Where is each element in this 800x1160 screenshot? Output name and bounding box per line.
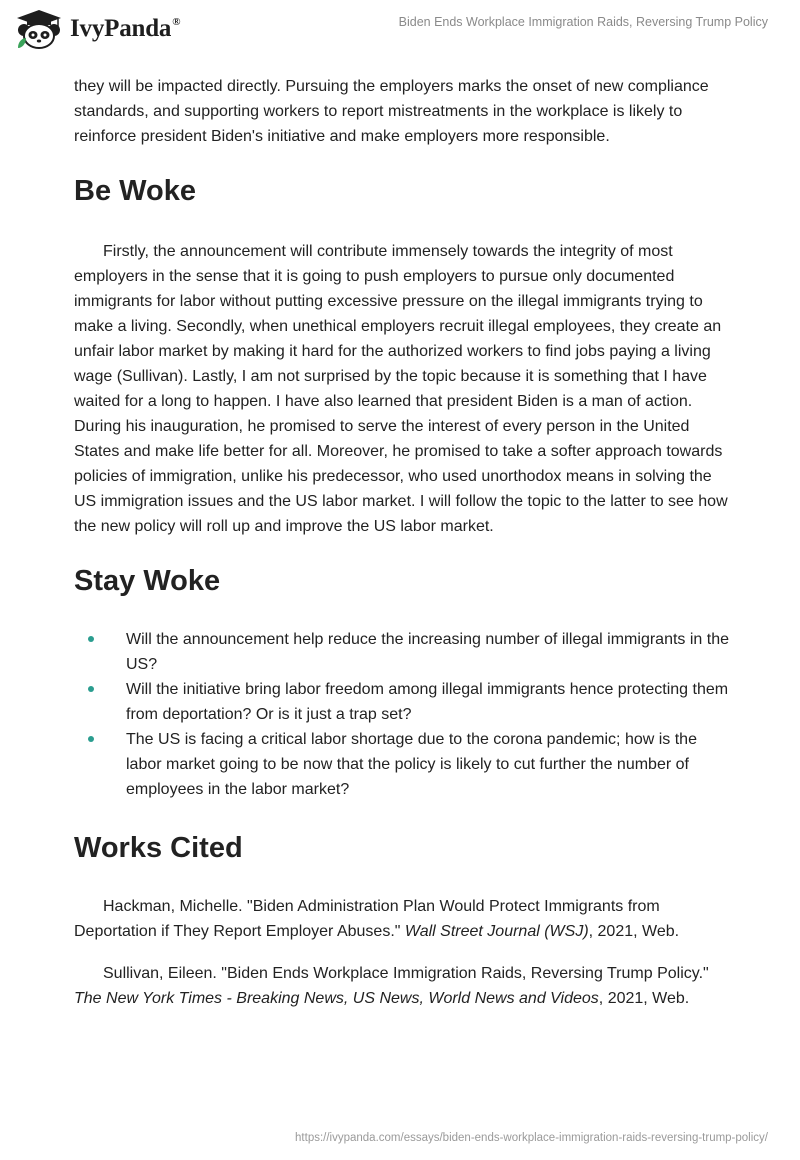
citation-source: Wall Street Journal (WSJ)	[404, 923, 589, 940]
page-header	[0, 0, 800, 70]
citation-entry: Sullivan, Eileen. "Biden Ends Workplace Immigration Raids, Reversing Trump Policy." The New York Times - Breaking News, US News, World News and Videos, 2021, Web.	[74, 965, 709, 1007]
citation-source: The New York Times - Breaking News, US News, World News and Videos	[74, 990, 599, 1007]
intro-paragraph: they will be impacted directly. Pursuing the employers marks the onset of new compliance standards, and supporting workers to report mistreatments in the workplace is likely to reinforce president Biden's initiative and make employers more responsible.	[74, 78, 709, 145]
list-item: Will the announcement help reduce the increasing number of illegal immigrants in the US?	[74, 627, 734, 677]
questions-list	[74, 627, 734, 802]
logo[interactable]	[14, 8, 180, 50]
list-item: The US is facing a critical labor shortage due to the corona pandemic; how is the labor market going to be now that the policy is likely to cut further the number of employees in the labor market?	[74, 727, 734, 802]
essay-content	[74, 70, 734, 1011]
heading-works-cited: Works Cited	[74, 832, 243, 864]
footer-url[interactable]: https://ivypanda.com/essays/biden-ends-workplace-immigration-raids-reversing-trump-policy/	[295, 1132, 768, 1144]
heading-stay-woke: Stay Woke	[74, 565, 221, 597]
brand-name: IvyPanda®	[70, 15, 181, 42]
panda-logo-icon	[14, 8, 64, 50]
citation-entry: Hackman, Michelle. "Biden Administration Plan Would Protect Immigrants from Deportation if They Report Employer Abuses." Wall Street Journal (WSJ), 2021, Web.	[74, 898, 680, 940]
document-title: Biden Ends Workplace Immigration Raids, Reversing Trump Policy	[398, 15, 768, 29]
heading-be-woke: Be Woke	[74, 175, 196, 207]
list-item: Will the initiative bring labor freedom among illegal immigrants hence protecting them from deportation? Or is it just a trap set?	[74, 677, 734, 727]
be-woke-paragraph: Firstly, the announcement will contribute immensely towards the integrity of most employers in the sense that it is going to push employers to pursue only documented immigrants for labor without putting excessive pressure on the illegal immigrants trying to make a living. Secondly, when unethical employers recruit illegal employees, they create an unfair labor market by making it hard for the authorized workers to find jobs paying a living wage (Sullivan). Lastly, I am not surprised by the topic because it is something that I have waited for a long to happen. I have also learned that president Biden is a man of action. During his inauguration, he promised to serve the interest of every person in the United States and make life better for all. Moreover, he promised to take a softer approach towards policies of immigration, unlike his predecessor, who used unorthodox means in solving the US immigration issues and the US labor market. I will follow the topic to the latter to see how the new policy will roll up and improve the US labor market.	[74, 243, 728, 535]
